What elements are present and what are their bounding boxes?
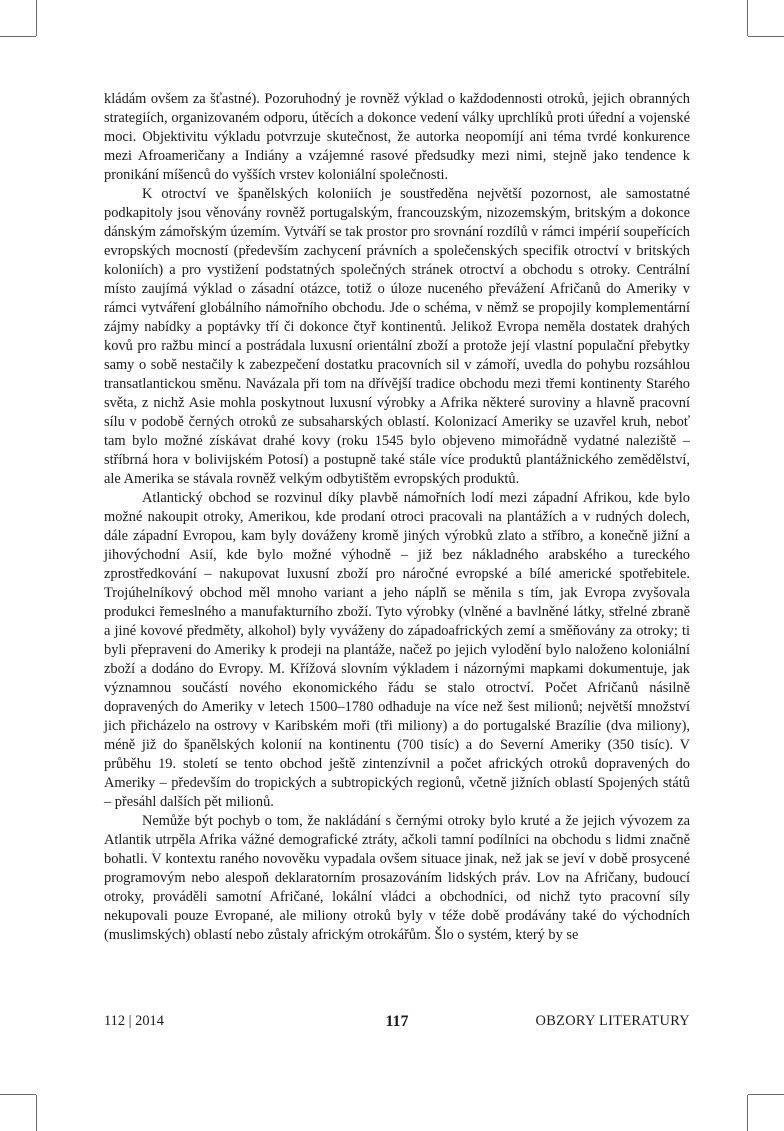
issue-label: 112 | 2014 (104, 1013, 164, 1029)
paragraph: kládám ovšem za šťastné). Pozoruhodný je rovněž výklad o každodennosti otroků, jejich obranných strategiích, organizovaném odporu, útěcích a dokonce vedení války uprchlíků proti úřední a vojenské moci. Objektivitu výkladu potvrzuje skutečnost, že autorka neopomíjí ani téma tvrdé konkurence mezi Afroameričany a Indiány a vzájemné rasové předsudky mezi nimi, stejně jako tendence k pronikání míšenců do vyšších vrstev koloniální společnosti. (104, 91, 690, 183)
crop-mark-bottom-left-h (0, 1094, 36, 1095)
crop-mark-top-left-h (0, 36, 36, 37)
crop-mark-bottom-right (747, 1095, 748, 1131)
crop-mark-bottom-left (36, 1095, 37, 1131)
crop-mark-bottom-right-h (748, 1094, 784, 1095)
journal-title: OBZORY LITERATURY (535, 1013, 690, 1029)
paragraph: Atlantický obchod se rozvinul díky plavbě námořních lodí mezi západní Afrikou, kde bylo možné nakoupit otroky, Amerikou, kde prodaní otroci pracovali na plantážích a v rudných dolech, dále západní Evropou, kam byly dováženy kromě jiných výrobků zlato a stříbro, a konečně jižní a jihovýchodní Asií, kde bylo možné výhodně – již bez nákladného arabského a tureckého zprostředkování – nakupovat luxusní zboží pro náročné evropské a bílé americké spotřebitele. Trojúhelníkový obchod měl mnoho variant a jeho náplň se měnila s tím, jak Evropa zvyšovala produkci řemeslného a manufakturního zboží. Tyto výrobky (vlněné a bavlněné látky, střelné zbraně a jiné kovové předměty, alkohol) byly vyváženy do západoafrických zemí a směňovány za otroky; ti byli přepraveni do Ameriky k prodeji na plantáže, načež po jejich vylodění bylo naloženo koloniální zboží a dodáno do Evropy. M. Křížová slovním výkladem i názornými mapkami dokumentuje, jak významnou součástí nového ekonomického řádu se stalo otroctví. Počet Afričanů násilně dopravených do Ameriky v letech 1500–1780 odhaduje na více než šest milionů; největší množství jich přicházelo na ostrovy v Karibském moři (tři miliony) a do portugalské Brazílie (dva miliony), méně již do španělských kolonií na kontinentu (700 tisíc) a do Severní Ameriky (350 tisíc). V průběhu 19. století se tento obchod ještě zintenzívnil a počet afrických otroků dopravených do Ameriky – především do tropických a subtropických regionů, včetně jižních oblastí Spojených států – přesáhl dalších pět milionů. (104, 490, 690, 810)
crop-mark-top-left (36, 0, 37, 36)
paragraph: K otroctví ve španělských koloniích je soustředěna největší pozornost, ale samostatné podkapitoly jsou věnovány rovněž portugalským, francouzským, nizozemským, britským a dokonce dánským zámořským územím. Vytváří se tak prostor pro srovnání rozdílů v rámci impérií soupeřících evropských mocností (především zachycení právních a společenských specifik otroctví v britských koloniích) a pro vystižení podstatných společných stránek otroctví a obchodu s otroky. Centrální místo zaujímá výklad o zásadní otázce, totiž o úloze nuceného převážení Afričanů do Ameriky v rámci vytváření globálního námořního obchodu. Jde o schéma, v němž se propojily komplementární zájmy nabídky a poptávky tří či dokonce čtyř kontinentů. Jelikož Evropa neměla dostatek drahých kovů pro ražbu mincí a postrádala luxusní orientální zboží a protože její vlastní populační přebytky samy o sobě nestačily k zabezpečení dostatku pracovních sil v zámoří, uvedla do pohybu rozsáhlou transatlantickou směnu. Navázala při tom na dřívější tradice obchodu mezi třemi kontinenty Starého světa, z nichž Asie mohla poskytnout luxusní výrobky a Afrika některé suroviny a hlavně pracovní sílu v podobě černých otroků ze subsaharských oblastí. Kolonizací Ameriky se uzavřel kruh, neboť tam bylo možné získávat drahé kovy (roku 1545 bylo objeveno mimořádně vydatné naleziště – stříbrná hora v bolivijském Potosí) a postupně také stále více produktů plantážnického zemědělství, ale Amerika se stávala rovněž velkým odbytištěm evropských produktů. (104, 186, 690, 487)
page-footer (104, 1013, 690, 1035)
paragraph: Nemůže být pochyb o tom, že nakládání s černými otroky bylo kruté a že jejich vývozem za Atlantik utrpěla Afrika vážné demografické ztráty, ačkoli tamní podílníci na obchodu s lidmi značně bohatli. V kontextu raného novověku vypadala ovšem situace jinak, než jak se jeví v době prosycené programovým nebo alespoň deklaratorním prosazováním lidských práv. Lov na Afričany, budoucí otroky, prováděli samotní Afričané, lokální vládci a obchodníci, od nichž tyto pracovní síly nekupovali pouze Evropané, ale miliony otroků byly v téže době prodávány také do východních (muslimských) oblastí nebo zůstaly africkým otrokářům. Šlo o systém, který by se (104, 813, 690, 943)
crop-mark-top-right-h (748, 36, 784, 37)
crop-mark-top-right (747, 0, 748, 36)
body-text (104, 90, 690, 945)
page-number: 117 (385, 1013, 409, 1030)
